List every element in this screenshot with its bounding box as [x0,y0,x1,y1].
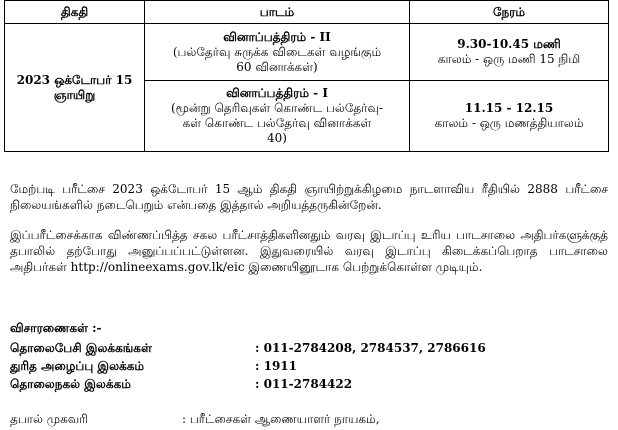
exam-timetable [4,0,609,152]
paper-desc-line: (பல்தேர்வு சுருக்க விடைகள் வழங்கும் [172,44,382,59]
address-label: தபால் முகவரி [10,412,88,426]
time-cell [410,81,609,152]
header-date: திகதி [5,1,145,24]
paper-desc-line: 60 வினாக்கள்) [236,59,318,74]
paragraph-exam-date: மேற்படி பரீட்சை 2023 ஒக்டோபர் 15 ஆம் திகதி ஞாயிற்றுக்கிழமை நாடளாவிய ரீதியில் 2888 பரீட்சை நிலையங்களில் நடைபெறும் என்பதை இத்தால் அறியத்தருகின்றேன். [10,182,608,212]
exam-day: ஞாயிறு [53,87,96,102]
paper-desc-line: 40) [267,131,287,145]
paper-desc-line: (மூன்று தெரிவுகள் கொண்ட பல்தேர்வு- [170,101,383,115]
subject-cell [145,24,410,81]
table-header-row [5,1,609,24]
paper-title: வினாப்பத்திரம் - I [226,86,328,100]
postal-address-row [10,411,610,428]
contact-label: துரித அழைப்பு இலக்கம் [10,359,145,373]
paper-title: வினாப்பத்திரம் - II [223,29,331,44]
time-range: 11.15 - 12.15 [464,101,554,115]
time-range: 9.30-10.45 மணி [457,37,561,51]
contact-value: : 011-2784208, 2784537, 2786616 [255,341,486,355]
header-subject: பாடம் [145,1,410,24]
subject-cell [145,81,410,152]
contact-value: : 011-2784422 [255,377,353,391]
contact-row-hotline [10,358,610,375]
contact-value: : 1911 [255,359,298,373]
address-value: : பரீட்சைகள் ஆணையாளர் நாயகம், [182,412,380,426]
header-time: நேரம் [410,1,609,24]
duration: காலம் - ஒரு மணத்தியாலம் [434,116,584,130]
paper-desc-line: கள் கொண்ட பல்தேர்வு வினாக்கள் [182,116,372,130]
duration: காலம் - ஒரு மணி 15 நிமி [437,52,581,66]
time-cell [410,24,609,81]
paragraph-admission: இப்பரீட்சைக்காக விண்ணப்பித்த சகல பரீட்சாத்திகளினதும் வரவு இடாப்பு உரிய பாடசாலை அதிபர்களுக்குத் தபாலில் தற்போது அனுப்பப்பட்டுள்ளன. இதுவரையில் வரவு இடாப்பு கிடைக்கப்பெறாத பாடசாலை அதிபர்கள் http://onlineexams.gov.lk/eic இணையினூடாக பெற்றுக்கொள்ள முடியும். [10,228,608,274]
exam-date: 2023 ஒக்டோபர் 15 [16,72,133,87]
contact-label: தொலைநகல் இலக்கம் [10,377,131,391]
contact-row-phone [10,340,610,357]
inquiries-heading: விசாரணைகள் :- [10,321,102,335]
table-row [5,24,609,81]
contact-label: தொலைபேசி இலக்கங்கள் [10,341,152,355]
contact-row-fax [10,376,610,393]
exam-date-cell [5,24,145,152]
